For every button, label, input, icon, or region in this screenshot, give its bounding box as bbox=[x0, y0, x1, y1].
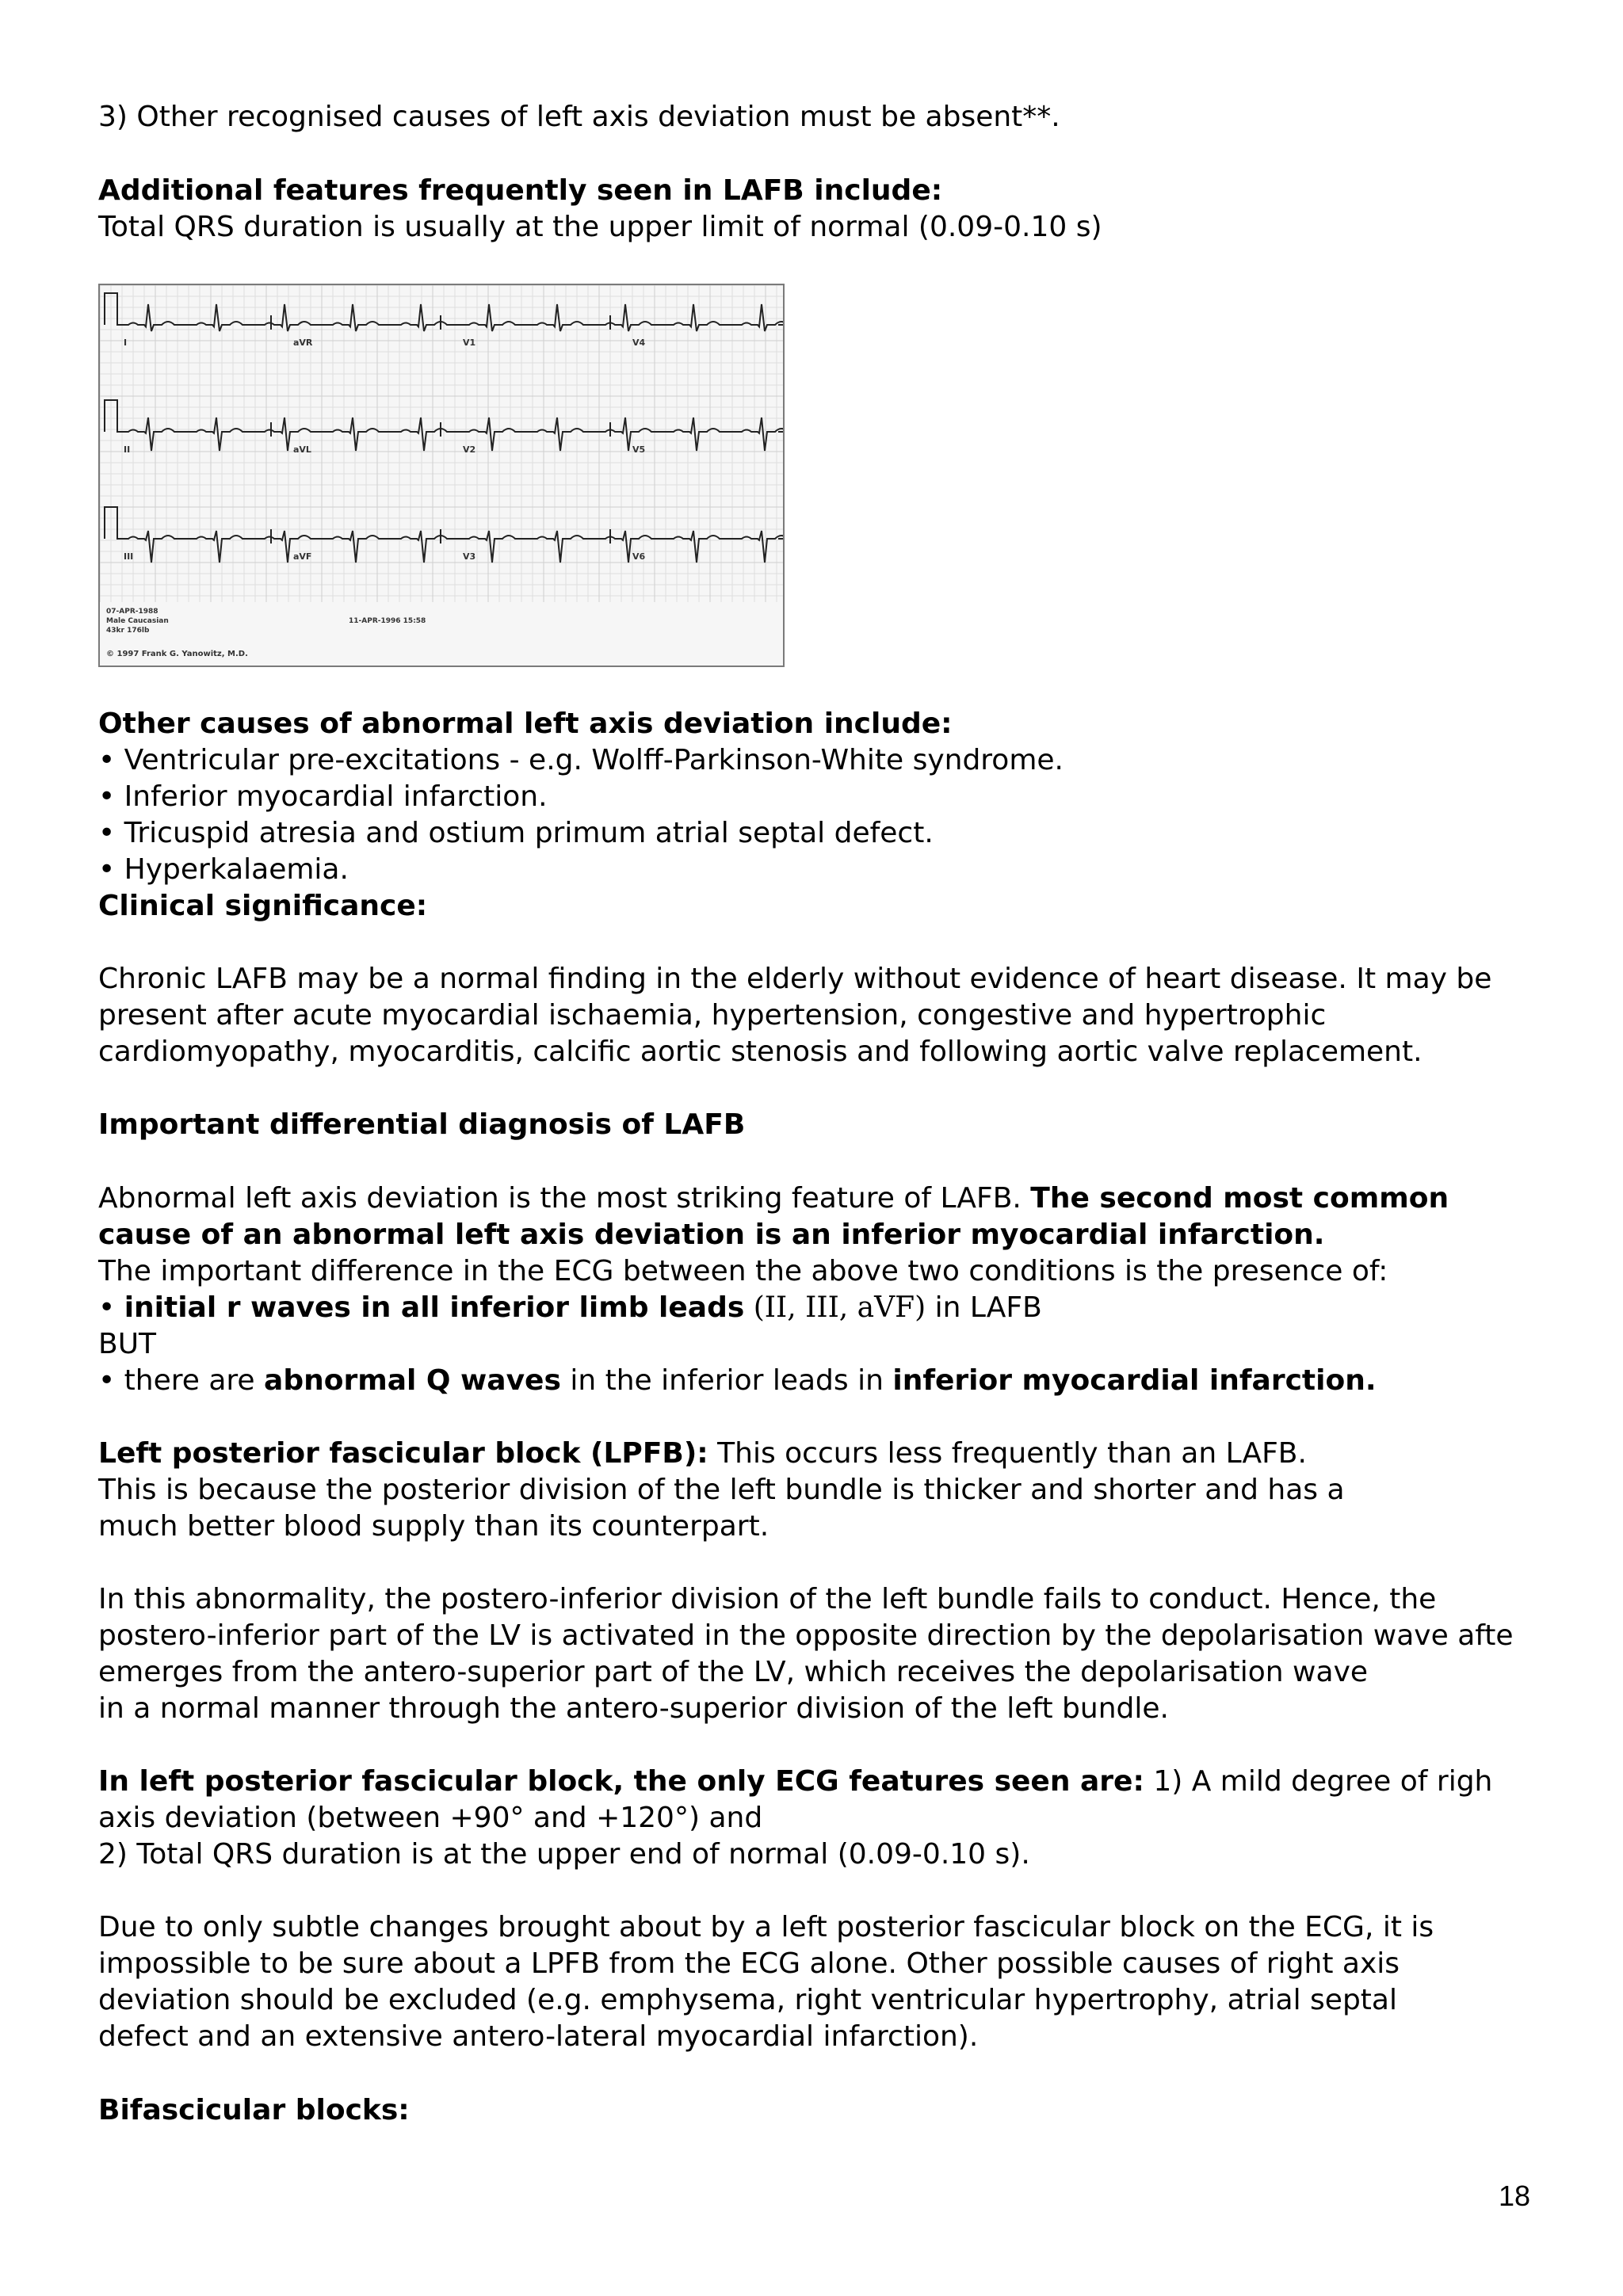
text-run: (II, III, aVF) bbox=[744, 1291, 926, 1324]
text-line bbox=[98, 1253, 1388, 1290]
text-run: Abnormal left axis deviation is the most striking feature of LAFB. bbox=[98, 1182, 1031, 1215]
text-run: This is because the posterior division of the left bundle is thicker and shorter and has a bbox=[98, 1474, 1345, 1506]
ecg-lead-label: aVF bbox=[293, 551, 312, 562]
ecg-lead-label: aVR bbox=[293, 338, 313, 348]
text-line bbox=[98, 1508, 769, 1545]
list-item bbox=[98, 742, 1064, 779]
text-run: • Ventricular pre-excitations - e.g. Wolff-Parkinson-White syndrome. bbox=[98, 744, 1064, 776]
ecg-lead-label: V2 bbox=[463, 444, 476, 455]
text-run: postero-inferior part of the LV is activated in the opposite direction by the depolarisation wave afte bbox=[98, 1619, 1514, 1652]
text-run: 2) Total QRS duration is at the upper end of normal (0.09-0.10 s). bbox=[98, 1838, 1030, 1871]
section-heading bbox=[98, 888, 427, 925]
text-run: in the inferior leads in bbox=[560, 1364, 893, 1397]
bold-run: inferior myocardial infarction. bbox=[892, 1364, 1377, 1397]
text-run: impossible to be sure about a LPFB from the ECG alone. Other possible causes of right axis bbox=[98, 1947, 1400, 1980]
text-run: The important difference in the ECG between the above two conditions is the presence of: bbox=[98, 1255, 1388, 1287]
bold-run: Clinical significance: bbox=[98, 890, 428, 922]
text-line bbox=[98, 209, 1102, 246]
text-run: 1) A mild degree of righ bbox=[1144, 1765, 1493, 1798]
ecg-lead-label: V3 bbox=[463, 551, 476, 562]
text-line bbox=[98, 1217, 1324, 1253]
text-run: emerges from the antero-superior part of the LV, which receives the depolarisation wave bbox=[98, 1656, 1369, 1688]
ecg-lead-label: III bbox=[124, 551, 134, 562]
ecg-footer-text: 11-APR-1996 15:58 bbox=[349, 617, 426, 625]
ecg-copyright: © 1997 Frank G. Yanowitz, M.D. bbox=[106, 650, 248, 658]
text-line bbox=[98, 2019, 978, 2055]
text-line bbox=[98, 1472, 1345, 1508]
text-line bbox=[98, 1034, 1423, 1070]
text-line bbox=[98, 1581, 1436, 1618]
text-line bbox=[98, 997, 1326, 1034]
ecg-footer-text: 43kr 176lb bbox=[106, 627, 150, 635]
section-heading bbox=[98, 1107, 745, 1143]
list-item bbox=[98, 779, 548, 815]
text-run: • Hyperkalaemia. bbox=[98, 853, 349, 886]
text-line bbox=[98, 1654, 1368, 1691]
ecg-grid bbox=[100, 285, 783, 602]
text-run: 3) Other recognised causes of left axis deviation must be absent**. bbox=[98, 101, 1060, 133]
bold-run: Important differential diagnosis of LAFB bbox=[98, 1108, 746, 1141]
page-number: 18 bbox=[1499, 2180, 1531, 2212]
bold-run: Left posterior fascicular block (LPFB): bbox=[98, 1437, 708, 1470]
bold-run: Bifascicular blocks: bbox=[98, 2094, 410, 2126]
text-line bbox=[98, 961, 1491, 997]
text-run: Due to only subtle changes brought about by a left posterior fascicular block on the ECG, it is bbox=[98, 1911, 1434, 1943]
text-run: in a normal manner through the antero-superior division of the left bundle. bbox=[98, 1692, 1169, 1725]
section-heading bbox=[98, 706, 953, 742]
bold-run: The second most common bbox=[1030, 1182, 1449, 1215]
text-line bbox=[98, 1946, 1400, 1982]
text-line bbox=[98, 1909, 1434, 1946]
text-run: cardiomyopathy, myocarditis, calcific aortic stenosis and following aortic valve replacement. bbox=[98, 1035, 1423, 1068]
text-run: • Tricuspid atresia and ostium primum atrial septal defect. bbox=[98, 817, 934, 849]
list-item bbox=[98, 1363, 1377, 1399]
ecg-footer-text: 07-APR-1988 bbox=[106, 608, 158, 616]
ecg-lead-label: II bbox=[124, 444, 131, 455]
section-heading bbox=[98, 173, 942, 209]
text-run: deviation should be excluded (e.g. emphysema, right ventricular hypertrophy, atrial septal bbox=[98, 1984, 1397, 2016]
text-line bbox=[98, 99, 1060, 135]
list-item bbox=[98, 852, 349, 888]
text-run: present after acute myocardial ischaemia, hypertension, congestive and hypertrophic bbox=[98, 999, 1327, 1032]
list-item bbox=[98, 815, 934, 852]
text-line bbox=[98, 1836, 1030, 1873]
text-line bbox=[98, 1326, 156, 1363]
ecg-lead-label: V5 bbox=[632, 444, 646, 455]
ecg-lead-label: V4 bbox=[632, 338, 646, 348]
text-line bbox=[98, 1436, 1307, 1472]
ecg-lead-label: V1 bbox=[463, 338, 476, 348]
ecg-footer-text: Male Caucasian bbox=[106, 617, 169, 625]
text-line bbox=[98, 1764, 1492, 1800]
ecg-image bbox=[98, 284, 785, 667]
ecg-lead-label: aVL bbox=[293, 444, 311, 455]
text-run: • bbox=[98, 1291, 124, 1324]
text-run: BUT bbox=[98, 1328, 157, 1360]
bold-run: In left posterior fascicular block, the only ECG features seen are: bbox=[98, 1765, 1144, 1798]
text-run: much better blood supply than its counterpart. bbox=[98, 1510, 769, 1543]
text-line bbox=[98, 1180, 1449, 1217]
ecg-footer bbox=[106, 608, 426, 658]
text-run: axis deviation (between +90° and +120°) and bbox=[98, 1802, 763, 1834]
bold-run: abnormal Q waves bbox=[264, 1364, 561, 1397]
text-line bbox=[98, 1691, 1169, 1727]
ecg-lead-labels bbox=[124, 338, 646, 562]
bold-run: Other causes of abnormal left axis deviation include: bbox=[98, 707, 953, 740]
text-line bbox=[98, 1618, 1514, 1654]
ecg-lead-label: I bbox=[124, 338, 128, 348]
text-run: This occurs less frequently than an LAFB. bbox=[708, 1437, 1307, 1470]
text-run: • there are bbox=[98, 1364, 265, 1397]
list-item bbox=[98, 1290, 1042, 1326]
bold-run: Additional features frequently seen in LAFB include: bbox=[98, 174, 943, 207]
text-run: In this abnormality, the postero-inferior division of the left bundle fails to conduct. Hence, the bbox=[98, 1583, 1437, 1615]
text-run: defect and an extensive antero-lateral myocardial infarction). bbox=[98, 2020, 979, 2053]
text-run: in LAFB bbox=[926, 1291, 1042, 1324]
text-run: • Inferior myocardial infarction. bbox=[98, 780, 548, 813]
section-heading bbox=[98, 2092, 410, 2129]
text-run: Chronic LAFB may be a normal finding in the elderly without evidence of heart disease. It may be bbox=[98, 963, 1492, 995]
ecg-lead-label: V6 bbox=[632, 551, 646, 562]
text-run: Total QRS duration is usually at the upper limit of normal (0.09-0.10 s) bbox=[98, 211, 1102, 243]
bold-run: initial r waves in all inferior limb leads bbox=[124, 1291, 745, 1324]
text-line bbox=[98, 1982, 1397, 2019]
bold-run: cause of an abnormal left axis deviation is an inferior myocardial infarction. bbox=[98, 1219, 1325, 1251]
text-line bbox=[98, 1800, 762, 1836]
